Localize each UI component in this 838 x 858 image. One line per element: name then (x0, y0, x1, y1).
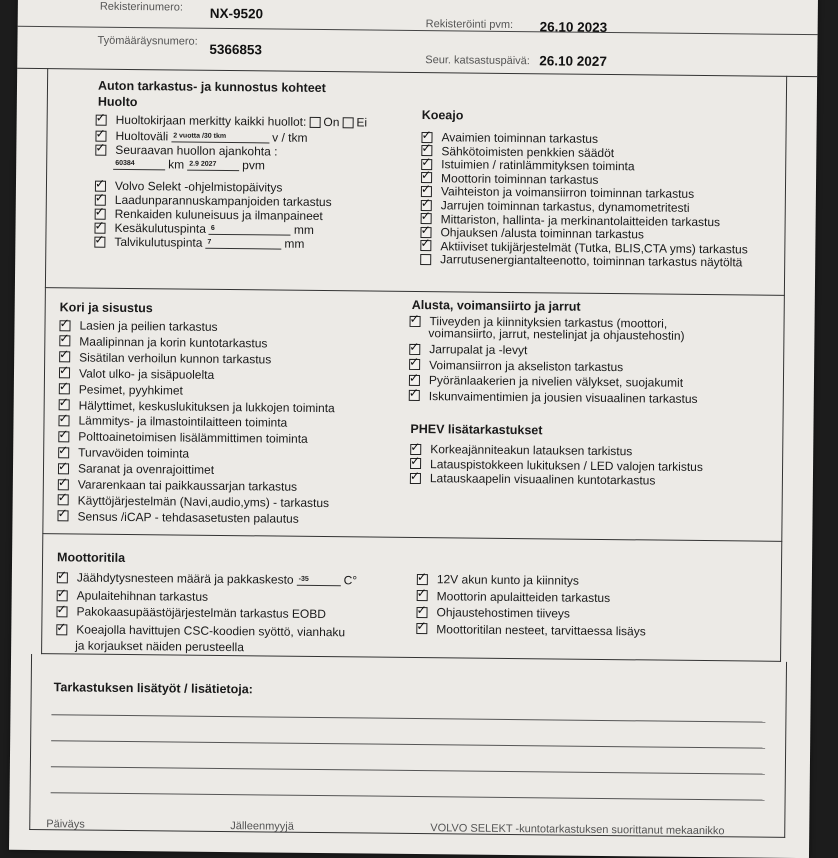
next-service-values-row (113, 157, 265, 173)
pvm-label: pvm (242, 158, 265, 173)
kori-item-label: Käyttöjärjestelmän (Navi,audio,yms) - tarkastus (77, 493, 330, 510)
engine-item-row (416, 605, 570, 621)
kori-item-checkbox[interactable] (58, 415, 69, 426)
phev-title: PHEV lisätarkastukset (410, 421, 543, 438)
on-label: On (323, 115, 340, 130)
kori-item-checkbox[interactable] (59, 320, 70, 331)
alusta-item-checkbox[interactable] (409, 390, 420, 401)
alusta-item-label: Pyöränlaakerien ja nivelien välykset, suojakumit (428, 373, 684, 390)
service-book-label: Huoltokirjaan merkitty kaikki huollot: (115, 112, 307, 129)
winter-mm-label: mm (284, 236, 305, 251)
csc-row (56, 622, 345, 639)
engine-item-label: Ohjaustehostimen tiiveys (436, 605, 570, 621)
engine-item-label: Moottorin apulaitteiden tarkastus (436, 588, 611, 605)
ei-checkbox[interactable] (342, 117, 353, 128)
engine-item-label: Apulaitehihnan tarkastus (76, 588, 209, 604)
coolant-unit: C° (343, 573, 358, 588)
ei-label: Ei (356, 115, 368, 130)
alusta-item-checkbox[interactable] (409, 359, 420, 370)
kori-item-row (59, 398, 335, 415)
section-maintenance-title: Auton tarkastus- ja kunnostus kohteet (97, 78, 326, 96)
kori-item-checkbox[interactable] (58, 447, 69, 458)
alusta-item-checkbox[interactable] (409, 343, 420, 354)
koeajo-item-label: Istuimien / ratinlämmityksen toiminta (441, 157, 635, 174)
alusta-item-label: Iskunvaimentimien ja jousien visuaalinen tarkastus (428, 388, 698, 406)
koeajo-item-checkbox[interactable] (420, 240, 431, 251)
huolto-item-label: Laadunparannuskampanjoiden tarkastus (114, 192, 332, 210)
coolant-row (57, 570, 357, 587)
kori-item-label: Saranat ja ovenrajoittimet (77, 461, 215, 477)
alusta-first-line1: Tiiveyden ja kiinnityksien tarkastus (moottori, (429, 314, 668, 331)
coolant-checkbox[interactable] (57, 572, 68, 583)
alusta-first-checkbox[interactable] (410, 315, 421, 326)
csc-line1: Koeajolla havittujen CSC-koodien syöttö, vianhaku (76, 622, 346, 640)
engine-item-checkbox[interactable] (417, 574, 428, 585)
kori-item-row (59, 334, 267, 350)
section-maintenance (45, 68, 787, 296)
next-service-checkbox[interactable] (95, 144, 106, 155)
alusta-item-row (409, 388, 698, 405)
coolant-value: -35 (297, 574, 341, 585)
alusta-title: Alusta, voimansiirto ja jarrut (411, 297, 581, 314)
notes-line (51, 714, 765, 722)
huolto-item-label: Renkaiden kuluneisuus ja ilmanpaineet (114, 206, 323, 224)
kori-item-checkbox[interactable] (59, 383, 70, 394)
kori-item-row (59, 382, 183, 397)
kori-item-row (58, 477, 297, 494)
kori-item-label: Turvavöiden toiminta (78, 445, 190, 461)
engine-item-row (417, 572, 579, 588)
kori-title: Kori ja sisustus (59, 300, 153, 316)
kori-item-checkbox[interactable] (59, 352, 70, 363)
koeajo-title: Koeajo (421, 108, 464, 123)
kori-item-label: Pesimet, pyyhkimet (78, 382, 183, 398)
kori-item-label: Hälyttimet, keskuslukituksen ja lukkojen toiminta (78, 397, 335, 415)
kori-item-row (58, 445, 189, 460)
kori-item-checkbox[interactable] (59, 399, 70, 410)
kori-item-label: Sensus /iCAP - tehdasasetusten palautus (77, 509, 299, 526)
section-engine-bay (41, 534, 782, 662)
form-header (17, 0, 818, 77)
csc-row-cont (75, 638, 244, 654)
kori-item-label: Vararenkaan tai paikkaussarjan tarkastus (77, 477, 298, 494)
engine-item-row (57, 588, 209, 604)
kori-item-checkbox[interactable] (59, 367, 70, 378)
kori-item-label: Lämmitys- ja ilmastointilaitteen toiminta (78, 413, 288, 431)
summer-tread-value: 6 (209, 223, 291, 235)
kori-item-label: Sisätilan verhoilun kunnon tarkastus (79, 350, 272, 367)
alusta-item-row (409, 373, 683, 390)
engine-item-checkbox[interactable] (56, 606, 67, 617)
reg-date-label: Rekisteröinti pvm: (425, 18, 514, 31)
footer-date-label: Päiväys (46, 818, 85, 831)
order-number-value: 5366853 (209, 41, 263, 58)
kori-item-checkbox[interactable] (58, 479, 69, 490)
koeajo-item-label: Moottorin toiminnan tarkastus (441, 171, 599, 187)
notes-line (51, 766, 765, 774)
phev-item-checkbox[interactable] (410, 458, 421, 469)
alusta-first-row-cont (428, 326, 684, 343)
kori-item-row (59, 366, 214, 382)
alusta-item-checkbox[interactable] (409, 374, 420, 385)
notes-line (51, 740, 765, 748)
service-book-row (96, 113, 368, 130)
footer-mechanic-label: VOLVO SELEKT -kuntotarkastuksen suorittanut mekaanikko (430, 822, 725, 838)
kori-item-checkbox[interactable] (57, 511, 68, 522)
on-checkbox[interactable] (309, 116, 320, 127)
header-divider (18, 26, 818, 35)
kori-item-checkbox[interactable] (58, 463, 69, 474)
kori-item-label: Polttoainetoimisen lisälämmittimen toiminta (78, 429, 308, 447)
kori-item-row (57, 509, 298, 526)
kori-item-label: Valot ulko- ja sisäpuolelta (78, 366, 215, 382)
coolant-label: Jäähdytysnesteen määrä ja pakkaskesto (76, 570, 294, 587)
phev-item-label: Latauskaapelin visuaalinen kuntotarkastus (429, 471, 656, 488)
kori-item-row (59, 350, 271, 366)
winter-tread-label: Talvikulutuspinta (114, 234, 203, 250)
huolto-title: Huolto (97, 94, 138, 110)
alusta-item-row (409, 357, 623, 373)
huolto-item-label: Volvo Selekt -ohjelmistopäivitys (114, 178, 283, 195)
kori-item-checkbox[interactable] (58, 495, 69, 506)
csc-line2: ja korjaukset näiden perusteella (75, 638, 245, 655)
koeajo-item-checkbox[interactable] (420, 254, 431, 265)
engine-item-row (417, 589, 611, 605)
kori-item-row (58, 493, 330, 510)
kori-item-row (59, 318, 217, 334)
kori-item-row (58, 461, 214, 477)
notes-title: Tarkastuksen lisätyöt / lisätietoja: (53, 680, 253, 697)
winter-tread-value: 7 (205, 237, 281, 249)
koeajo-item-label: Mittariston, hallinta- ja merkinantolaitteiden tarkastus (440, 211, 721, 229)
engine-item-label: Moottoritilan nesteet, tarvittaessa lisäys (436, 621, 646, 638)
engine-item-checkbox[interactable] (416, 623, 427, 634)
phev-item-label: Korkeajänniteakun latauksen tarkistus (430, 442, 633, 459)
section-notes (29, 654, 787, 838)
reg-number-label: Rekisterinumero: (99, 0, 184, 14)
alusta-item-label: Voimansiirron ja akseliston tarkastus (429, 357, 624, 374)
alusta-first-line2: voimansiirto, jarrut, nestelinjat ja ohjaustehostin) (428, 326, 685, 343)
engine-item-label: Pakokaasupäästöjärjestelmän tarkastus EOBD (76, 604, 327, 622)
csc-checkbox[interactable] (56, 624, 67, 635)
engine-item-checkbox[interactable] (417, 590, 428, 601)
engine-item-label: 12V akun kunto ja kiinnitys (436, 572, 580, 588)
moottoritila-title: Moottoritila (57, 550, 126, 565)
alusta-item-label: Jarrupalat ja -levyt (429, 342, 528, 358)
engine-item-checkbox[interactable] (57, 590, 68, 601)
engine-item-row (416, 622, 646, 638)
winter-tread-row (94, 235, 304, 251)
kori-item-checkbox[interactable] (58, 431, 69, 442)
reg-number-value: NX-9520 (209, 5, 264, 22)
kori-item-row (58, 414, 287, 430)
koeajo-item-label: Jarrutusenergiantalteenotto, toiminnan tarkastus näytöltä (440, 252, 743, 270)
winter-tread-checkbox[interactable] (94, 236, 105, 247)
section-body-chassis (42, 288, 785, 542)
service-interval-unit: v / tkm (272, 130, 308, 145)
koeajo-item-label: Sähkötoimisten penkkien säädöt (441, 143, 615, 160)
koeajo-item-label: Avaimien toiminnan tarkastus (441, 130, 599, 146)
footer-dealer-label: Jälleenmyyjä (230, 820, 294, 833)
notes-line (51, 792, 765, 800)
phev-item-checkbox[interactable] (410, 443, 421, 454)
koeajo-item-row (420, 252, 742, 269)
koeajo-item-label: Ohjauksen /alusta toiminnan tarkastus (440, 225, 645, 242)
service-interval-label: Huoltoväli (115, 128, 169, 144)
summer-tread-label: Kesäkulutuspinta (114, 220, 207, 236)
km-label: km (168, 157, 185, 172)
order-number-label: Työmääräysnumero: (97, 34, 198, 48)
kori-item-checkbox[interactable] (59, 336, 70, 347)
summer-mm-label: mm (293, 222, 315, 237)
koeajo-item-label: Vaihteiston ja voimansiirron toiminnan tarkastus (440, 184, 695, 202)
next-inspection-value: 26.10 2027 (539, 53, 607, 69)
reg-date-value: 26.10 2023 (539, 19, 608, 35)
inspection-form (9, 0, 818, 858)
service-book-checkbox[interactable] (96, 114, 107, 125)
engine-item-row (56, 604, 326, 621)
koeajo-item-label: Jarrujen toiminnan tarkastus, dynamometritesti (440, 198, 690, 215)
next-service-label: Seuraavan huollon ajankohta : (115, 142, 278, 159)
kori-item-label: Lasien ja peilien tarkastus (79, 318, 218, 334)
koeajo-item-label: Aktiiviset tukijärjestelmät (Tutka, BLIS,CTA yms) tarkastus (440, 239, 748, 257)
service-interval-value: 2 vuotta /30 tkm (171, 131, 269, 143)
kori-item-row (58, 430, 308, 447)
phev-item-checkbox[interactable] (410, 472, 421, 483)
next-inspection-label: Seur. katsastuspäivä: (425, 54, 530, 68)
phev-item-row (410, 471, 656, 488)
next-service-date: 2.9 2027 (187, 159, 239, 171)
phev-item-label: Latauspistokkeen lukituksen / LED valojen tarkistus (430, 456, 703, 474)
engine-item-checkbox[interactable] (416, 607, 427, 618)
alusta-item-row (409, 342, 527, 357)
next-service-km: 60384 (113, 158, 165, 170)
kori-item-label: Maalipinnan ja korin kuntotarkastus (79, 334, 268, 351)
